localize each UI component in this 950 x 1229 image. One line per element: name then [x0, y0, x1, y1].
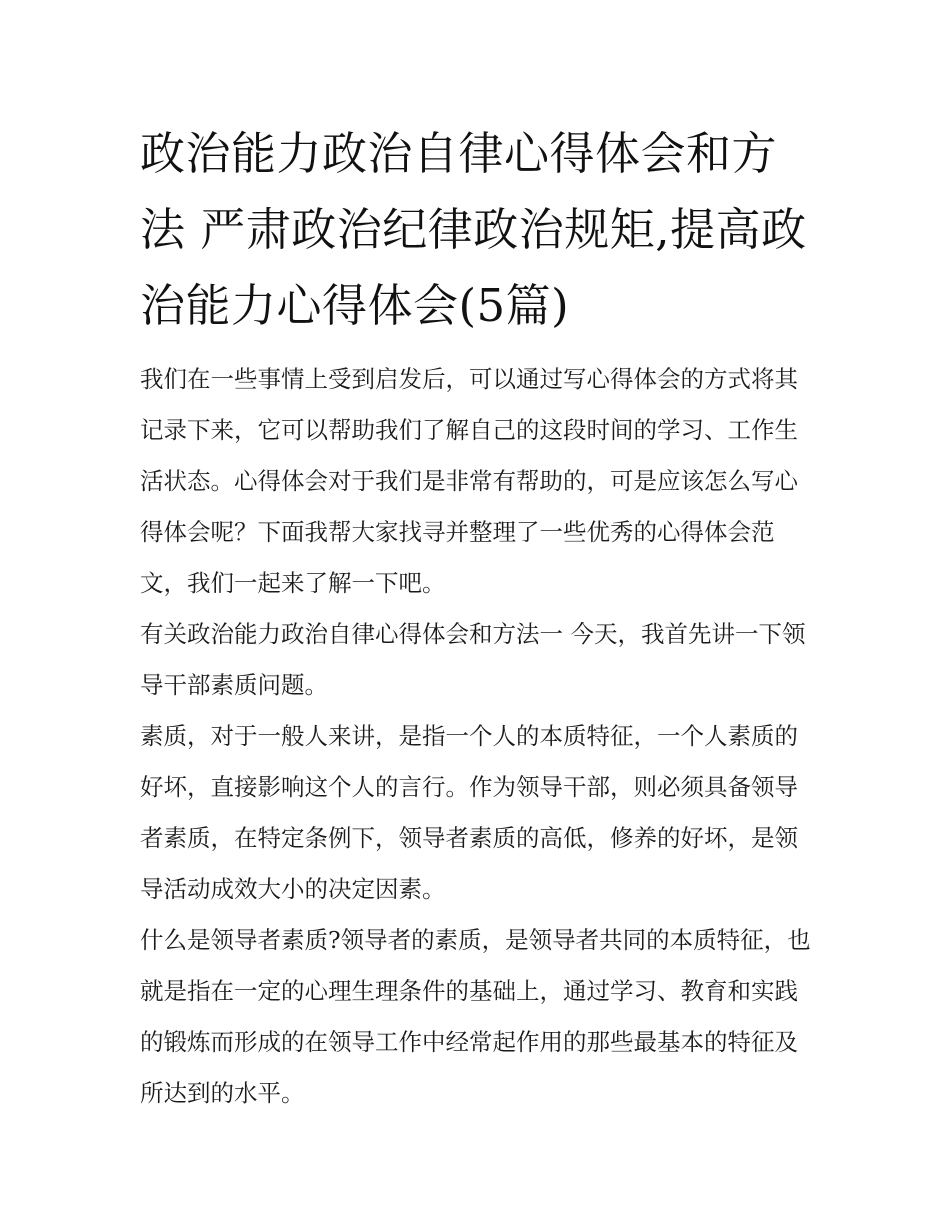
document-title: 政治能力政治自律心得体会和方法 严肃政治纪律政治规矩,提高政治能力心得体会(5篇)	[140, 127, 807, 332]
paragraph-leader-quality: 什么是领导者素质?领导者的素质，是领导者共同的本质特征，也就是指在一定的心理生理条件的基础上，通过学习、教育和实践的锻炼而形成的在领导工作中经常起作用的那些最基本的特征及所达到的水平。	[140, 926, 811, 1107]
paragraph-intro: 我们在一些事情上受到启发后，可以通过写心得体会的方式将其记录下来，它可以帮助我们了解自己的这段时间的学习、工作生活状态。心得体会对于我们是非常有帮助的，可是应该怎么写心得体会呢？下面我帮大家找寻并整理了一些优秀的心得体会范文，我们一起来了解一下吧。	[140, 365, 798, 597]
document-body	[140, 354, 820, 1119]
paragraph-section-heading: 有关政治能力政治自律心得体会和方法一 今天，我首先讲一下领导干部素质问题。	[140, 620, 806, 699]
paragraph-quality-definition: 素质，对于一般人来讲，是指一个人的本质特征，一个人素质的好坏，直接影响这个人的言行。作为领导干部，则必须具备领导者素质，在特定条例下，领导者素质的高低，修养的好坏，是领导活动成效大小的决定因素。	[140, 722, 798, 903]
